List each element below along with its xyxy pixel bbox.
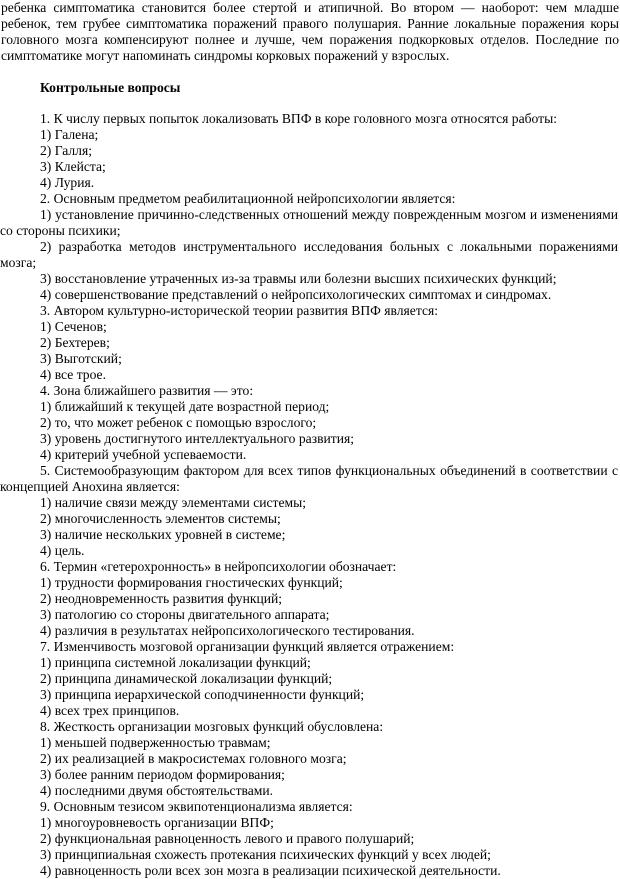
answer-4-4: 4) критерий учебной успеваемости. xyxy=(40,447,247,462)
answer-5-2: 2) многочисленность элементов системы; xyxy=(40,511,281,526)
question-4: 4. Зона ближайшего развития — это: xyxy=(40,383,254,398)
answer-7-4: 4) всех трех принципов. xyxy=(40,703,180,718)
question-2: 2. Основным предметом реабилитационной нейропсихологии является: xyxy=(40,191,456,206)
intro-paragraph: ребенка симптоматика становится более стертой и атипичной. Во втором — наоборот: чем младше ребенок, тем грубее симптоматика поражений правого полушария. Ранние локальные поражения коры головного мозга компенсируют полнее и лучше, чем поражения подкорковых отделов. Последние по симптоматике могут напоминать синдромы корковых поражений у взрослых. xyxy=(1,0,619,63)
answer-9-2: 2) функциональная равноценность левого и правого полушарий; xyxy=(40,831,415,846)
answer-8-4: 4) последними двумя обстоятельствами. xyxy=(40,783,274,798)
question-6: 6. Термин «гетерохронность» в нейропсихологии обозначает: xyxy=(40,559,397,574)
answer-2-3: 3) восстановление утраченных из-за травмы или болезни высших психических функций; xyxy=(40,271,557,286)
answer-5-4: 4) цель. xyxy=(40,543,85,558)
answer-3-2: 2) Бехтерев; xyxy=(40,335,110,350)
answer-9-4: 4) равноценность роли всех зон мозга в реализации психической деятельности. xyxy=(40,863,501,878)
answer-2-2: 2) разработка методов инструментального исследования больных с локальными поражениями мозга; xyxy=(0,239,618,270)
answer-8-3: 3) более ранним периодом формирования; xyxy=(40,767,285,782)
answer-5-1: 1) наличие связи между элементами системы; xyxy=(40,495,307,510)
answer-3-1: 1) Сеченов; xyxy=(40,319,107,334)
question-5: 5. Системообразующим фактором для всех типов функциональных объединений в соответствии с концепцией Анохина является: xyxy=(0,463,618,494)
answer-4-2: 2) то, что может ребенок с помощью взрослого; xyxy=(40,415,317,430)
question-1: 1. К числу первых попыток локализовать ВПФ в коре головного мозга относятся работы: xyxy=(40,111,557,126)
answer-3-3: 3) Выготский; xyxy=(40,351,122,366)
answer-5-3: 3) наличие нескольких уровней в системе; xyxy=(40,527,286,542)
answer-6-1: 1) трудности формирования гностических функций; xyxy=(40,575,343,590)
question-7: 7. Изменчивость мозговой организации функций является отражением: xyxy=(40,639,455,654)
answer-9-3: 3) принципиальная схожесть протекания психических функций у всех людей; xyxy=(40,847,491,862)
question-3: 3. Автором культурно-исторической теории развития ВПФ является: xyxy=(40,303,439,318)
answer-2-1: 1) установление причинно-следственных отношений между поврежденным мозгом и изменениями со стороны психики; xyxy=(0,207,618,238)
answer-9-1: 1) многоуровневость организации ВПФ; xyxy=(40,815,274,830)
answer-1-1: 1) Галена; xyxy=(40,127,99,142)
answer-1-3: 3) Клейста; xyxy=(40,159,106,174)
answer-2-4: 4) совершенствование представлений о нейропсихологических симптомах и синдромах. xyxy=(40,287,552,302)
section-title: Контрольные вопросы xyxy=(40,80,181,95)
answer-4-1: 1) ближайший к текущей дате возрастной период; xyxy=(40,399,330,414)
answer-7-2: 2) принципа динамической локализации функций; xyxy=(40,671,333,686)
answer-8-1: 1) меньшей подверженностью травмам; xyxy=(40,735,271,750)
answer-6-3: 3) патологию со стороны двигательного аппарата; xyxy=(40,607,330,622)
answer-7-1: 1) принципа системной локализации функций; xyxy=(40,655,311,670)
answer-7-3: 3) принципа иерархической соподчиненности функций; xyxy=(40,687,365,702)
answer-1-4: 4) Лурия. xyxy=(40,175,95,190)
answer-3-4: 4) все трое. xyxy=(40,367,106,382)
answer-6-4: 4) различия в результатах нейропсихологического тестирования. xyxy=(40,623,415,638)
answer-6-2: 2) неодновременность развития функций; xyxy=(40,591,283,606)
answer-1-2: 2) Галля; xyxy=(40,143,92,158)
question-8: 8. Жесткость организации мозговых функций обусловлена: xyxy=(40,719,384,734)
answer-4-3: 3) уровень достигнутого интеллектуального развития; xyxy=(40,431,355,446)
question-9: 9. Основным тезисом эквипотенционализма является: xyxy=(40,799,353,814)
answer-8-2: 2) их реализацией в макросистемах головного мозга; xyxy=(40,751,347,766)
